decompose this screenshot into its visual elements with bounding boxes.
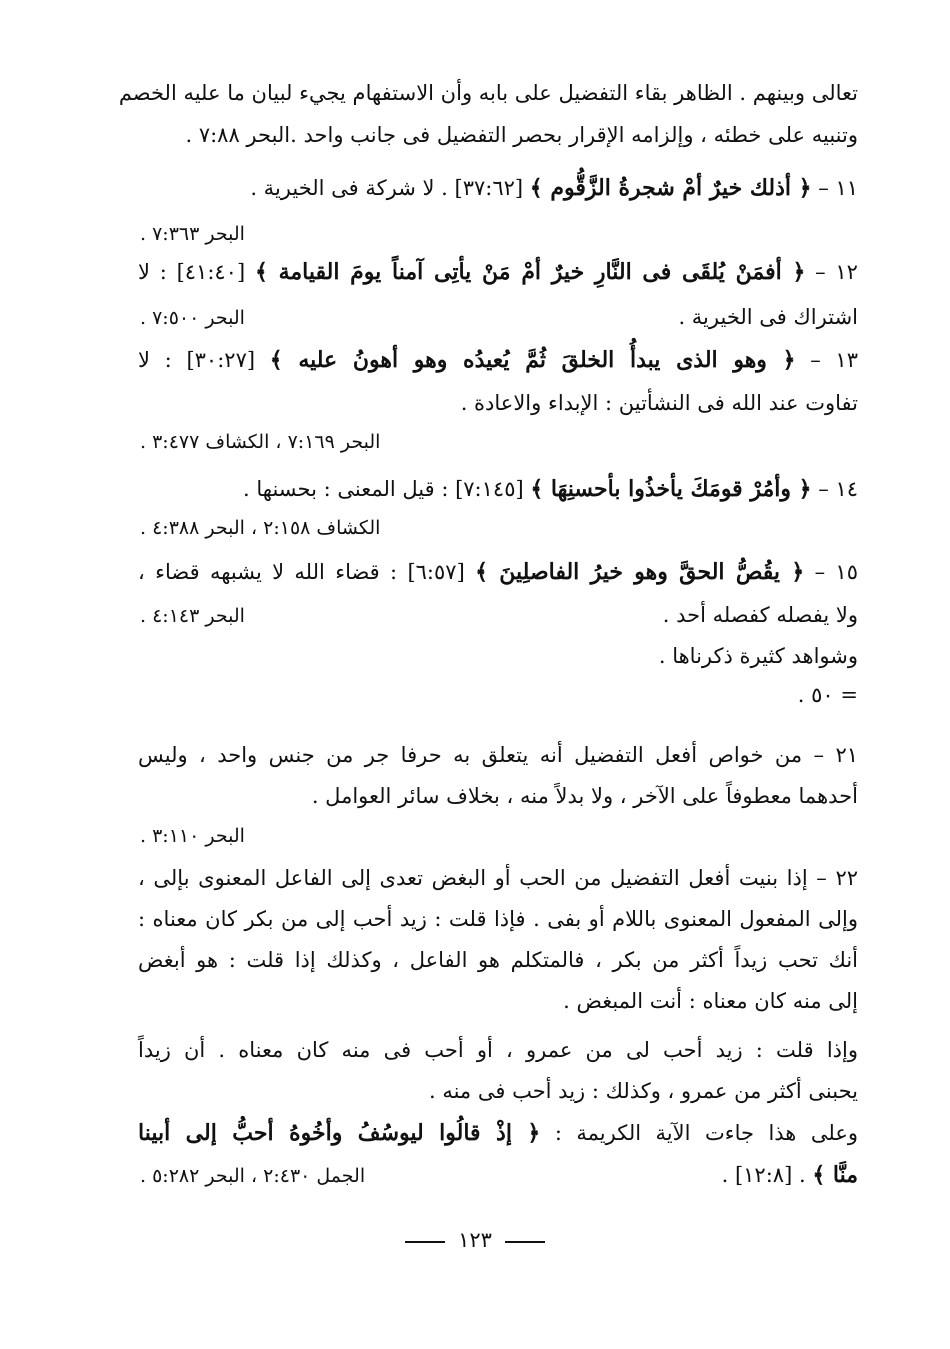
entry-12 [138,257,858,287]
entry-number: ١١ – [818,176,858,200]
quran-verse: منَّا ﴾ [812,1162,858,1188]
quran-verse: ﴿ أذلك خيرٌ أمْ شجرةُ الزَّقُّوم ﴾ [529,175,812,201]
text-segment: وعلى هذا جاءت الآية الكريمة : [554,1121,858,1145]
source-reference: البحر ٣:١١٠ . [140,825,245,847]
text-line [138,1118,858,1148]
verse-reference: . [١٢:٨] . [721,1163,806,1187]
quran-verse: ﴿ وهو الذى يبدأُ الخلقَ ثُمَّ يُعيدُه وهو أهونُ عليه ﴾ [269,347,796,373]
text-line: إلى منه كان معناه : أنت المبغض . [563,989,858,1013]
entry-number: ١٤ – [818,477,858,501]
verse-reference: [٣٠:٢٧] : لا [138,348,256,372]
entry-14 [138,474,858,504]
source-reference: البحر ٤:١٤٣ . [140,605,245,627]
entry-15 [138,557,858,587]
quran-verse: ﴿ يقُصُّ الحقَّ وهو خيرُ الفاصلِينَ ﴾ [475,559,805,585]
entry-13 [138,345,858,375]
entry-number: ١٢ – [815,260,858,284]
verse-reference: [٦:٥٧] : قضاء الله لا يشبهه قضاء ، [138,560,465,584]
quran-verse: ﴿ أفمَنْ يُلقَى فى النَّارِ خيرٌ أمْ مَنْ يأتِى آمناً يومَ القيامة ﴾ [254,259,806,285]
verse-reference: [٧:١٤٥] : قيل المعنى : بحسنها . [243,477,524,501]
text-line [722,1160,858,1190]
text-line: ولا يفصله كفصله أحد . [662,603,858,627]
text-line: أنك تحب زيداً أكثر من بكر ، فالمتكلم هو الفاعل ، وكذلك إذا قلت : هو أبغض [138,948,858,972]
text-line: تفاوت عند الله فى النشأتين : الإبداء والاعادة . [460,391,858,415]
verse-reference: [٤١:٤٠] : لا [138,260,246,284]
source-reference: البحر ٧:١٦٩ ، الكشاف ٣:٤٧٧ . [140,431,381,453]
text-line: يحبنى أكثر من عمرو ، وكذلك : زيد أحب فى منه . [428,1079,858,1103]
source-reference: البحر ٧:٥٠٠ . [140,307,245,329]
text-line: ٢٢ – إذا بنيت أفعل التفضيل من الحب أو البغض تعدى إلى الفاعل المعنوى بإلى ، [138,866,858,890]
text-line: وتنبيه على خطئه ، وإلزامه الإقرار بحصر التفضيل فى جانب واحد .البحر ٧:٨٨ . [185,123,858,147]
divider [405,1241,445,1243]
text-line: وشواهد كثيرة ذكرناها . [658,644,858,668]
text-line: تعالى وبينهم . الظاهر بقاء التفضيل على بابه وأن الاستفهام يجيء لبيان ما عليه الخصم [118,81,858,105]
source-reference: الكشاف ٢:١٥٨ ، البحر ٤:٣٨٨ . [140,517,381,539]
text-line: = ٥٠ . [797,683,858,707]
quran-verse: ﴿ وأمُرْ قومَكَ يأخذُوا بأحسنِهَا ﴾ [530,476,812,502]
text-line: ٢١ – من خواص أفعل التفضيل أنه يتعلق به حرفا جر من جنس واحد ، وليس [138,743,858,767]
page-number [0,1228,950,1252]
page-number-text: ١٢٣ [458,1228,492,1252]
divider [505,1241,545,1243]
entry-number: ١٥ – [814,560,858,584]
entry-number: ١٣ – [810,348,858,372]
entry-11 [138,173,858,203]
quran-verse: ﴿ إذْ قالُوا ليوسُفُ وأخُوهُ أحبُّ إلى أبينا [138,1120,541,1146]
source-reference: الجمل ٢:٤٣٠ ، البحر ٥:٢٨٢ . [140,1165,366,1187]
text-line: وإذا قلت : زيد أحب لى من عمرو ، أو أحب فى منه كان معناه . أن زيداً [138,1038,858,1062]
text-line: أحدهما معطوفاً على الآخر ، ولا بدلاً منه ، بخلاف سائر العوامل . [311,784,858,808]
source-reference: البحر ٧:٣٦٣ . [140,223,245,245]
verse-reference: [٣٧:٦٢] . لا شركة فى الخيرية . [250,176,524,200]
text-line: وإلى المفعول المعنوى باللام أو بفى . فإذا قلت : زيد أحب إلى من بكر كان معناه : [138,907,858,931]
text-line: اشتراك فى الخيرية . [678,305,858,329]
